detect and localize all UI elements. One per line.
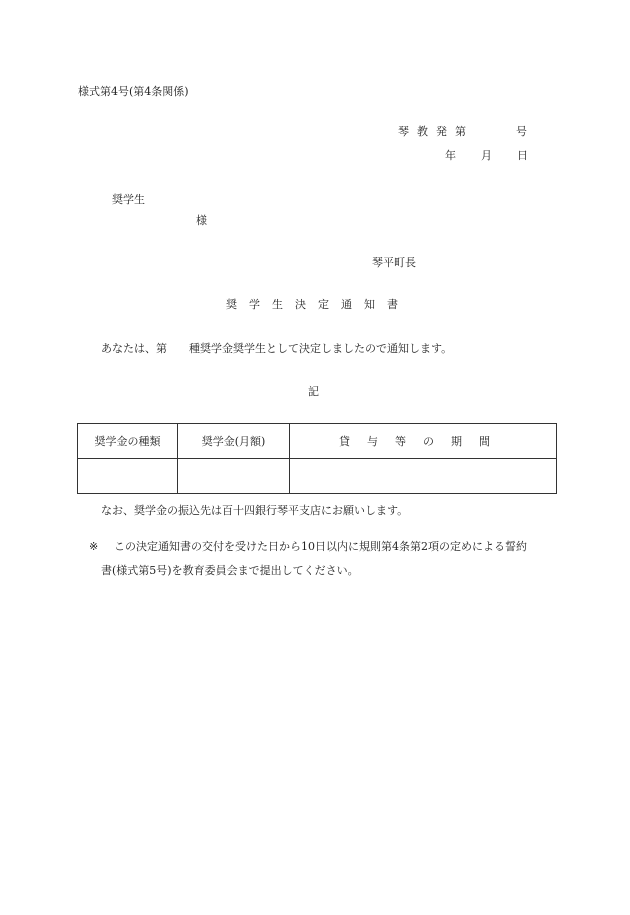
- form-label: 様式第4号(第4条関係): [78, 85, 189, 98]
- remark-line-2: 書(様式第5号)を教育委員会まで提出してください。: [101, 564, 359, 577]
- date-year: 年: [445, 149, 456, 162]
- document-number: [398, 125, 527, 139]
- cell-monthly-amount: [178, 459, 290, 494]
- body-text-before: あなたは、第: [101, 342, 167, 355]
- cell-loan-period: [290, 459, 557, 494]
- document-title: 奨学生決定通知書: [226, 298, 410, 311]
- document-number-suffix: 号: [516, 125, 527, 138]
- date-day: 日: [517, 149, 528, 162]
- document-number-prefix: 琴教発第: [398, 125, 474, 138]
- recipient-title: 奨学生: [112, 193, 145, 206]
- cell-type: [78, 459, 178, 494]
- scholarship-table: [77, 423, 557, 494]
- note-text: なお、奨学金の振込先は百十四銀行琴平支店にお願いします。: [101, 504, 409, 517]
- document-date: [445, 149, 528, 163]
- remark-mark: ※: [89, 540, 99, 553]
- date-month: 月: [481, 149, 492, 162]
- table-row: [78, 459, 557, 494]
- recipient-honorific: 様: [196, 214, 207, 227]
- sender: 琴平町長: [372, 256, 416, 269]
- header-type: 奨学金の種類: [78, 424, 178, 459]
- ki-label: 記: [308, 385, 319, 398]
- table-header-row: [78, 424, 557, 459]
- header-monthly-amount: 奨学金(月額): [178, 424, 290, 459]
- header-loan-period: 貸与等の期間: [290, 424, 557, 459]
- body-text-after: 種奨学金奨学生として決定しましたので通知します。: [189, 342, 453, 355]
- remark-line-1: この決定通知書の交付を受けた日から10日以内に規則第4条第2項の定めによる誓約: [114, 540, 527, 553]
- body-text: [101, 342, 452, 356]
